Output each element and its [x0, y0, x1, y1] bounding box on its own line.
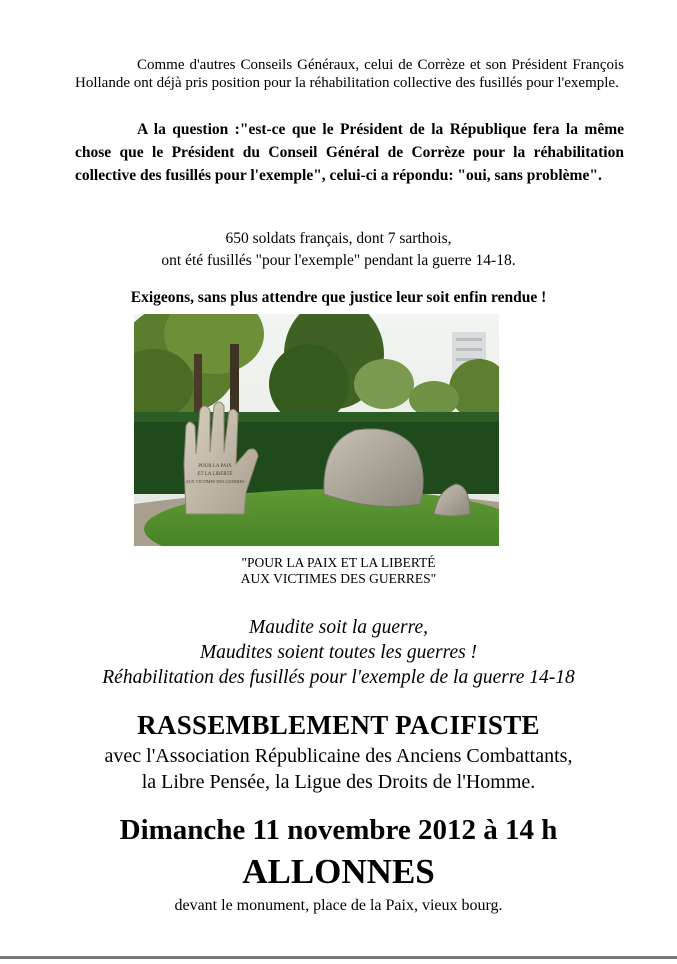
- soldiers-line-1: 650 soldats français, dont 7 sarthois,: [225, 230, 452, 247]
- photo-caption: [0, 555, 677, 587]
- soldiers-statement: [0, 228, 677, 272]
- poem: [0, 615, 677, 690]
- organizers-line-2: la Libre Pensée, la Ligue des Droits de l'Homme.: [141, 771, 536, 793]
- poem-line-2: Maudites soient toutes les guerres !: [199, 642, 478, 663]
- event-location: devant le monument, place de la Paix, vieux bourg.: [174, 897, 503, 914]
- monument-inscription-line-3: AUX VICTIMES DES GUERRES: [185, 479, 245, 484]
- event-organizers: [0, 743, 677, 795]
- monument-inscription-line-2: ET LA LIBERTÉ: [197, 472, 233, 477]
- poem-line-1: Maudite soit la guerre,: [248, 617, 429, 638]
- page-bottom-divider: [0, 956, 677, 959]
- monument-inscription-line-1: POUR LA PAIX: [198, 464, 232, 469]
- organizers-line-1: avec l'Association Républicaine des Anciens Combattants,: [104, 745, 573, 767]
- caption-line-1: "POUR LA PAIX ET LA LIBERTÉ: [241, 555, 436, 570]
- event-city: ALLONNES: [242, 852, 435, 891]
- intro-paragraph: Comme d'autres Conseils Généraux, celui de Corrèze et son Président François Hollande ont déjà pris position pour la réhabilitation collective des fusillés pour l'exemple.: [75, 57, 624, 91]
- event-date: Dimanche 11 novembre 2012 à 14 h: [119, 814, 558, 846]
- demand-statement: Exigeons, sans plus attendre que justice leur soit enfin rendue !: [130, 289, 547, 306]
- poem-line-3: Réhabilitation des fusillés pour l'exemple de la guerre 14-18: [102, 667, 575, 688]
- event-title: RASSEMBLEMENT PACIFISTE: [137, 710, 540, 740]
- question-paragraph: A la question :"est-ce que le Président de la République fera la même chose que le Président du Conseil Général de Corrèze pour la réhabilitation collective des fusillés pour l'exemple", celui-ci a répondu: "oui, sans problème".: [75, 121, 624, 184]
- soldiers-line-2: ont été fusillés "pour l'exemple" pendant la guerre 14-18.: [161, 252, 516, 269]
- caption-line-2: AUX VICTIMES DES GUERRES": [240, 571, 437, 586]
- monument-photo: [134, 314, 499, 546]
